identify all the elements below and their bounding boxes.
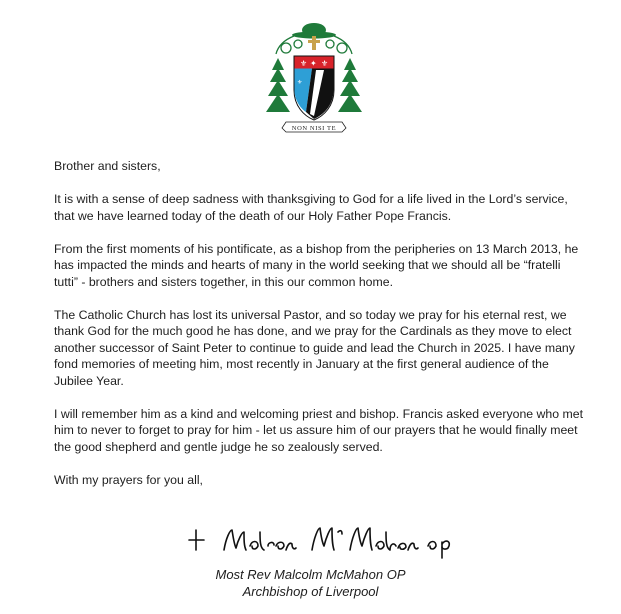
coat-of-arms (264, 18, 364, 138)
letter-body (54, 158, 584, 505)
paragraph-4: I will remember him as a kind and welcoming priest and bishop. Francis asked everyone who met him to never to forget to pray for him - let us assure him of our prayers that he would finally meet the good shepherd and gentle judge he so zealously served. (54, 406, 584, 454)
svg-text:⚜: ⚜ (297, 79, 303, 86)
handwritten-signature (186, 520, 466, 560)
signoff-block (0, 566, 621, 600)
closing: With my prayers for you all, (54, 472, 203, 487)
salutation: Brother and sisters, (54, 159, 161, 173)
left-tassels-icon (266, 58, 290, 112)
paragraph-2: From the first moments of his pontificate, as a bishop from the peripheries on 13 March 2013, he has impacted the minds and hearts of many in the world seeking that we should all be “fratelli tutti” - brothers and sisters together, in this our common home. (54, 241, 579, 289)
shield-icon (294, 56, 334, 120)
svg-text:⚜: ⚜ (300, 59, 308, 68)
signoff-name: Most Rev Malcolm McMahon OP (215, 567, 406, 582)
paragraph-1: It is with a sense of deep sadness with thanksgiving to God for a life lived in the Lord’s service, that we have learned today of the death of our Holy Father Pope Francis. (54, 192, 568, 223)
svg-text:⚜: ⚜ (321, 59, 329, 68)
signoff-title: Archbishop of Liverpool (242, 584, 379, 599)
motto-text: NON NISI TE (291, 125, 337, 132)
right-tassels-icon (338, 58, 362, 112)
motto-scroll (282, 122, 346, 132)
paragraph-3: The Catholic Church has lost its universal Pastor, and so today we pray for his eternal rest, we thank God for the much good he has done, and we pray for the Cardinals as they move to elect another successor of Saint Peter to continue to guide and lead the Church in 2025. I have many fond memories of meeting him, most recently in January at the first general audience of the Jubilee Year. (54, 307, 575, 388)
svg-text:✦: ✦ (310, 59, 317, 68)
